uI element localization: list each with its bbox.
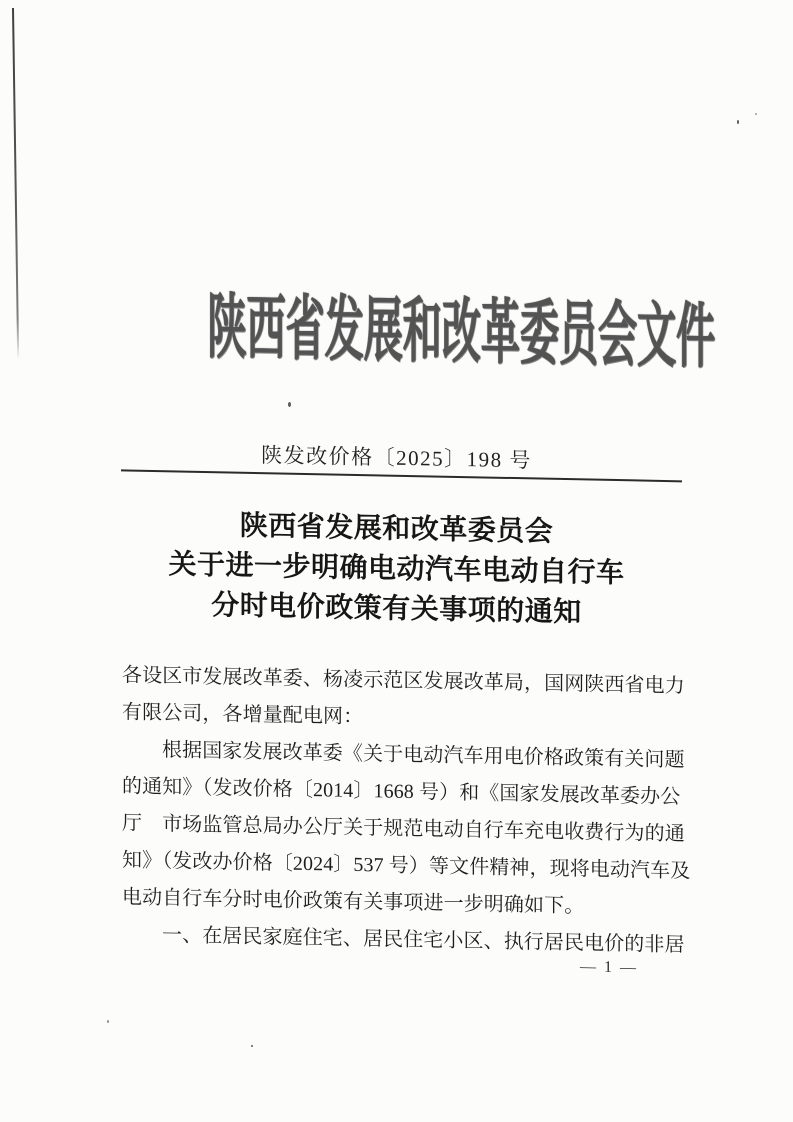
page-number: — 1 — — [580, 958, 638, 977]
body-line: 根据国家发展改革委《关于电动汽车用电价格政策有关问题 — [162, 739, 685, 772]
notice-title — [0, 502, 793, 638]
body-line: 各设区市发展改革委、杨凌示范区发展改革局，国网陕西省电力 — [122, 664, 685, 698]
body-line: 知》（发改办价格〔2024〕537 号）等文件精神，现将电动汽车及 — [122, 849, 691, 883]
body-line: 一、在居民家庭住宅、居民住宅小区、执行居民电价的非居 — [162, 924, 685, 957]
letterhead-title: 陕西省发展和改革委员会文件 — [207, 289, 716, 377]
notice-title-line-3: 分时电价政策有关事项的通知 — [211, 590, 582, 629]
document-number: 陕发改价格〔2025〕198 号 — [261, 443, 532, 473]
notice-title-line-1: 陕西省发展和改革委员会 — [239, 510, 554, 548]
ink-speck — [755, 113, 757, 115]
body-line: 厅 市场监管总局办公厅关于规范电动自行车充电收费行为的通 — [122, 812, 685, 846]
body-line: 电动自行车分时电价政策有关事项进一步明确如下。 — [122, 886, 585, 918]
body-line: 有限公司，各增量配电网： — [122, 701, 364, 729]
notice-title-line-2: 关于进一步明确电动汽车电动自行车 — [168, 549, 625, 590]
ink-speck — [251, 1045, 253, 1047]
ink-speck — [107, 1020, 109, 1023]
ink-speck — [288, 402, 291, 407]
notice-body — [122, 657, 691, 964]
body-line: 的通知》（发改价格〔2014〕1668 号）和《国家发展改革委办公 — [122, 775, 681, 809]
ink-speck — [737, 120, 739, 124]
letterhead — [0, 289, 793, 376]
